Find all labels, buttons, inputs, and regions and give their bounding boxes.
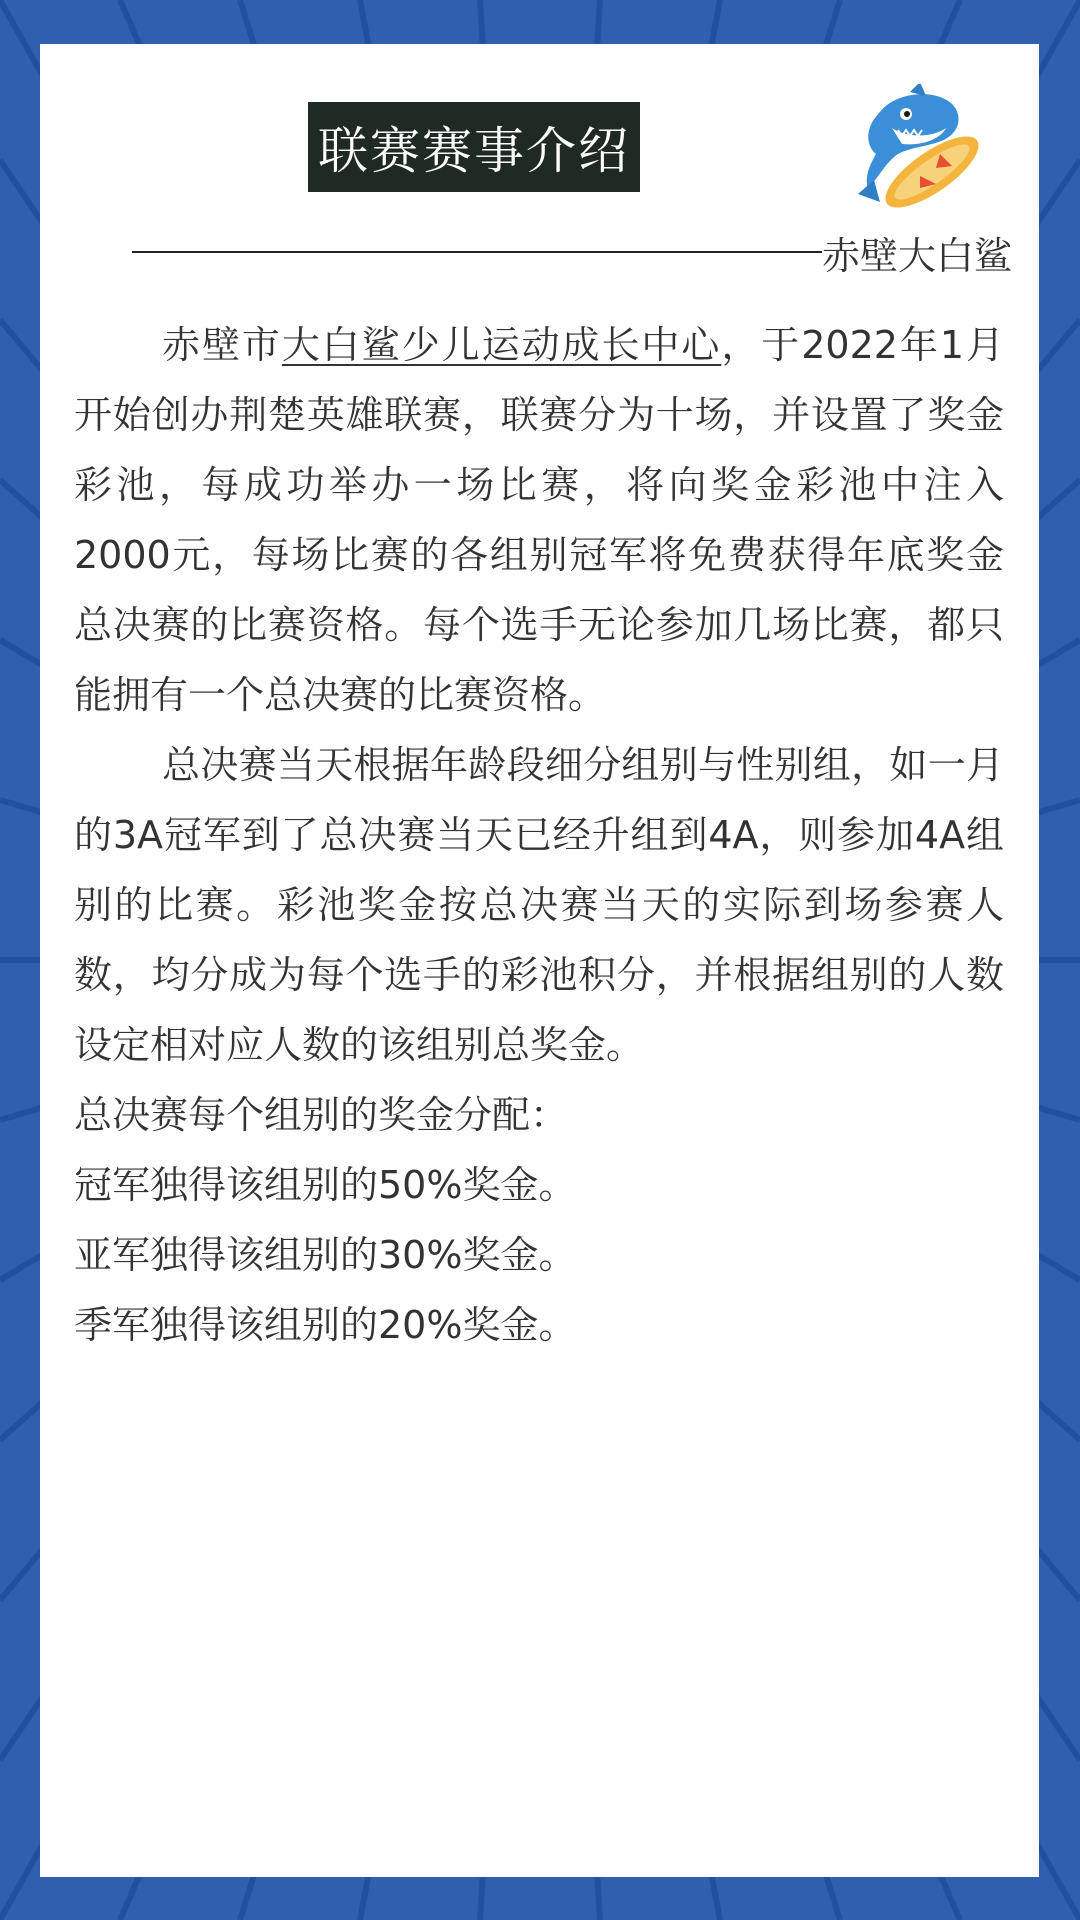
distribution-line: 冠军独得该组别的50%奖金。 <box>74 1163 577 1207</box>
byline-author: 赤壁大白鲨 <box>821 233 1012 278</box>
organization-name: 大白鲨少儿运动成长中心 <box>281 323 722 367</box>
byline <box>132 224 1012 280</box>
finals-paragraph: 总决赛当天根据年龄段细分组别与性别组，如一月的3A冠军到了总决赛当天已经升组到4A，则参加4A组别的比赛。彩池奖金按总决赛当天的实际到场参赛人数，均分成为每个选手的彩池积分，并根据组别的人数设定相对应人数的该组别总奖金。 <box>74 743 1004 1067</box>
byline-rule <box>132 251 822 253</box>
intro-prefix: 赤壁市 <box>162 323 282 367</box>
article-body <box>74 310 1004 1360</box>
intro-paragraph <box>74 310 1004 730</box>
title-banner <box>308 102 640 192</box>
intro-rest: ，于2022年1月开始创办荆楚英雄联赛，联赛分为十场，并设置了奖金彩池，每成功举办一场比赛，将向奖金彩池中注入2000元，每场比赛的各组别冠军将免费获得年底奖金总决赛的比赛资格。每个选手无论参加几场比赛，都只能拥有一个总决赛的比赛资格。 <box>74 323 1004 717</box>
distribution-line: 季军独得该组别的20%奖金。 <box>74 1303 577 1347</box>
content-card <box>40 44 1039 1877</box>
distribution-heading: 总决赛每个组别的奖金分配： <box>74 1093 569 1137</box>
shark-surfboard-icon <box>840 84 990 214</box>
distribution-line: 亚军独得该组别的30%奖金。 <box>74 1233 577 1277</box>
page-title: 联赛赛事介绍 <box>318 122 630 180</box>
